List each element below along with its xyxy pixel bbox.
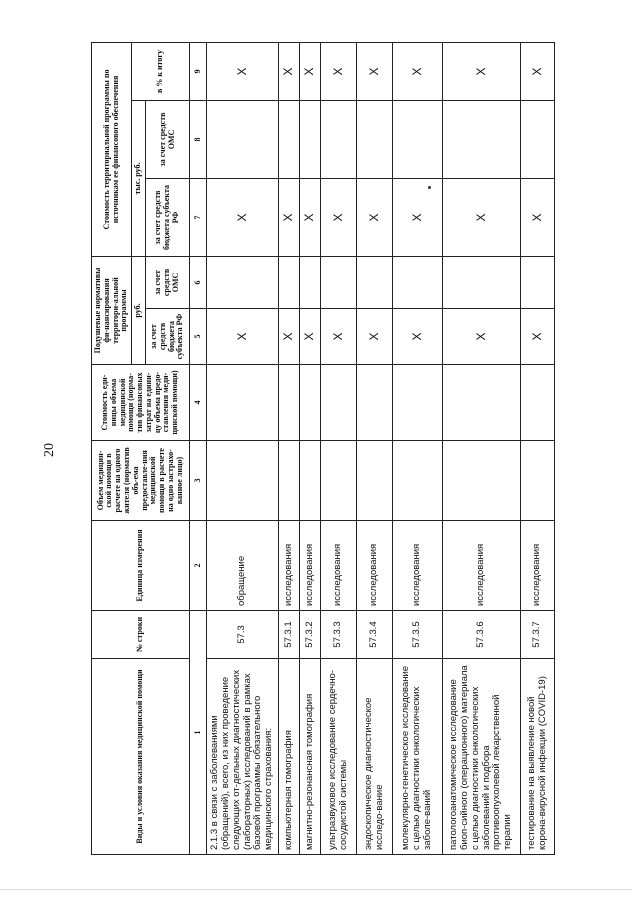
row-unit: исследования [357, 521, 393, 611]
row-normative-oms [521, 256, 555, 308]
row-normative-oms [443, 256, 521, 308]
row-normative-oms [393, 256, 443, 308]
column-number: 2 [190, 521, 207, 611]
row-line-number: 57.3.4 [357, 611, 393, 659]
header-cost-unit: тыс. руб. [132, 100, 146, 256]
row-cost-oms [207, 100, 279, 178]
header-unit: Единица измерения [92, 521, 190, 611]
row-cost-oms [321, 100, 357, 178]
table-row [321, 42, 357, 854]
row-unit-cost [207, 365, 279, 441]
row-cost-oms [443, 100, 521, 178]
row-percent: X [279, 42, 300, 100]
row-normative-budget: X [521, 309, 555, 365]
row-normative-budget: X [279, 309, 300, 365]
row-normative-oms [207, 256, 279, 308]
table-row [357, 42, 393, 854]
column-number: 5 [190, 309, 207, 365]
header-kind-and-conditions: Виды и условия оказания медицинской помощи [92, 659, 190, 855]
header-normatives-unit: руб. [132, 256, 146, 364]
column-numbers-row [190, 42, 207, 854]
row-normative-budget: X [300, 309, 321, 365]
row-percent: X [321, 42, 357, 100]
row-name: тестирование на выявление новой корона-вирусной инфекции (COVID-19) [521, 659, 555, 855]
row-line-number: 57.3.7 [521, 611, 555, 659]
header-per-capita-normatives: Подушевые нормативы фи-нансирования территори-альной программы [92, 256, 132, 364]
header-cost-oms: за счет средств ОМС [146, 100, 190, 178]
header-line-number: № строки [92, 611, 190, 659]
row-cost-oms [521, 100, 555, 178]
row-volume [443, 441, 521, 521]
row-percent: X [393, 42, 443, 100]
row-cost-oms [279, 100, 300, 178]
row-cost-budget: X [279, 178, 300, 256]
row-normative-oms [279, 256, 300, 308]
row-unit: исследования [300, 521, 321, 611]
row-cost-budget: X [443, 178, 521, 256]
row-normative-oms [357, 256, 393, 308]
row-normative-oms [300, 256, 321, 308]
scan-speck [428, 186, 431, 189]
row-percent: X [357, 42, 393, 100]
row-unit-cost [393, 365, 443, 441]
row-volume [279, 441, 300, 521]
row-name: ультразвуковое исследование сердечно-сосудистой системы [321, 659, 357, 855]
row-line-number: 57.3.3 [321, 611, 357, 659]
row-unit: исследования [393, 521, 443, 611]
row-percent: X [521, 42, 555, 100]
table-row [279, 42, 300, 854]
row-cost-budget: X [207, 178, 279, 256]
row-unit: исследования [443, 521, 521, 611]
row-volume [207, 441, 279, 521]
header-cost-regional-budget: за счет средств бюджета субъекта РФ [146, 178, 190, 256]
row-volume [321, 441, 357, 521]
row-unit-cost [321, 365, 357, 441]
row-normative-budget: X [443, 309, 521, 365]
table-row [393, 42, 443, 854]
header-program-cost: Стоимость территориальной программы по источникам ее финансового обеспечения [92, 42, 132, 256]
row-name: патологоанатомическое исследование биоп-сийного (операционного) материала с целью диагностики онкологических заболеваний и подбора противоопухолевой лекарственной терапии [443, 659, 521, 855]
column-number: 4 [190, 365, 207, 441]
row-percent: X [207, 42, 279, 100]
row-volume [393, 441, 443, 521]
header-volume-per-resident: Объем медицин-ской помощи в расчете на одного жителя (норматив объ-ема предоставле-ния медицинской помощи в расчете на одно застрахо-ванное лицо) [92, 441, 190, 521]
row-name: компьютерная томография [279, 659, 300, 855]
page-number: 20 [42, 443, 57, 457]
row-percent: X [300, 42, 321, 100]
row-cost-budget: X [321, 178, 357, 256]
financing-table [91, 42, 555, 855]
row-unit: обращение [207, 521, 279, 611]
column-number: 1 [190, 611, 207, 855]
row-name: 2.1.3 в связи с заболеваниями (обращений), всего, из них проведение следующих от-дельных диагностических (лабораторных) исследований в рамках базовой программы обязательного медицинского страхования: [207, 659, 279, 855]
row-line-number: 57.3.1 [279, 611, 300, 659]
row-line-number: 57.3.2 [300, 611, 321, 659]
row-cost-oms [300, 100, 321, 178]
column-number: 9 [190, 42, 207, 100]
column-number: 6 [190, 256, 207, 308]
header-percent-total: в % к итогу [132, 42, 190, 100]
row-normative-budget: X [321, 309, 357, 365]
row-cost-budget: X [357, 178, 393, 256]
row-unit-cost [521, 365, 555, 441]
row-name: эндоскопическое диагностическое исследо-вание [357, 659, 393, 855]
row-normative-budget: X [357, 309, 393, 365]
column-number: 8 [190, 100, 207, 178]
row-volume [357, 441, 393, 521]
table-row [300, 42, 321, 854]
row-unit-cost [443, 365, 521, 441]
row-unit: исследования [279, 521, 300, 611]
row-unit-cost [300, 365, 321, 441]
row-unit: исследования [321, 521, 357, 611]
row-cost-budget: X [521, 178, 555, 256]
row-volume [521, 441, 555, 521]
row-name: магнитно-резонансная томография [300, 659, 321, 855]
row-line-number: 57.3.5 [393, 611, 443, 659]
row-volume [300, 441, 321, 521]
row-cost-oms [393, 100, 443, 178]
row-normative-oms [321, 256, 357, 308]
table-row [521, 42, 555, 854]
row-line-number: 57.3.6 [443, 611, 521, 659]
scan-edge-line [0, 889, 632, 890]
header-normative-regional-budget: за счет средств бюджета субъекта РФ [146, 309, 190, 365]
column-number: 7 [190, 178, 207, 256]
row-name: молекулярно-генетическое исследование с целью диагностики онкологических заболе-ваний [393, 659, 443, 855]
table-row [207, 42, 279, 854]
table-row [443, 42, 521, 854]
rotated-table-container [91, 43, 548, 855]
row-unit: исследования [521, 521, 555, 611]
column-number: 3 [190, 441, 207, 521]
row-cost-budget: X [300, 178, 321, 256]
row-line-number: 57.3 [207, 611, 279, 659]
header-unit-cost: Стоимость еди-ницы объема медицинской помощи (норма-тив финансовых затрат на едини-цу объема предо-ставления меди-цинской помощи) [92, 365, 190, 441]
row-cost-budget: X [393, 178, 443, 256]
row-unit-cost [279, 365, 300, 441]
row-normative-budget: X [393, 309, 443, 365]
header-normative-oms: за счет средств ОМС [146, 256, 190, 308]
row-cost-oms [357, 100, 393, 178]
row-percent: X [443, 42, 521, 100]
row-unit-cost [357, 365, 393, 441]
row-normative-budget: X [207, 309, 279, 365]
